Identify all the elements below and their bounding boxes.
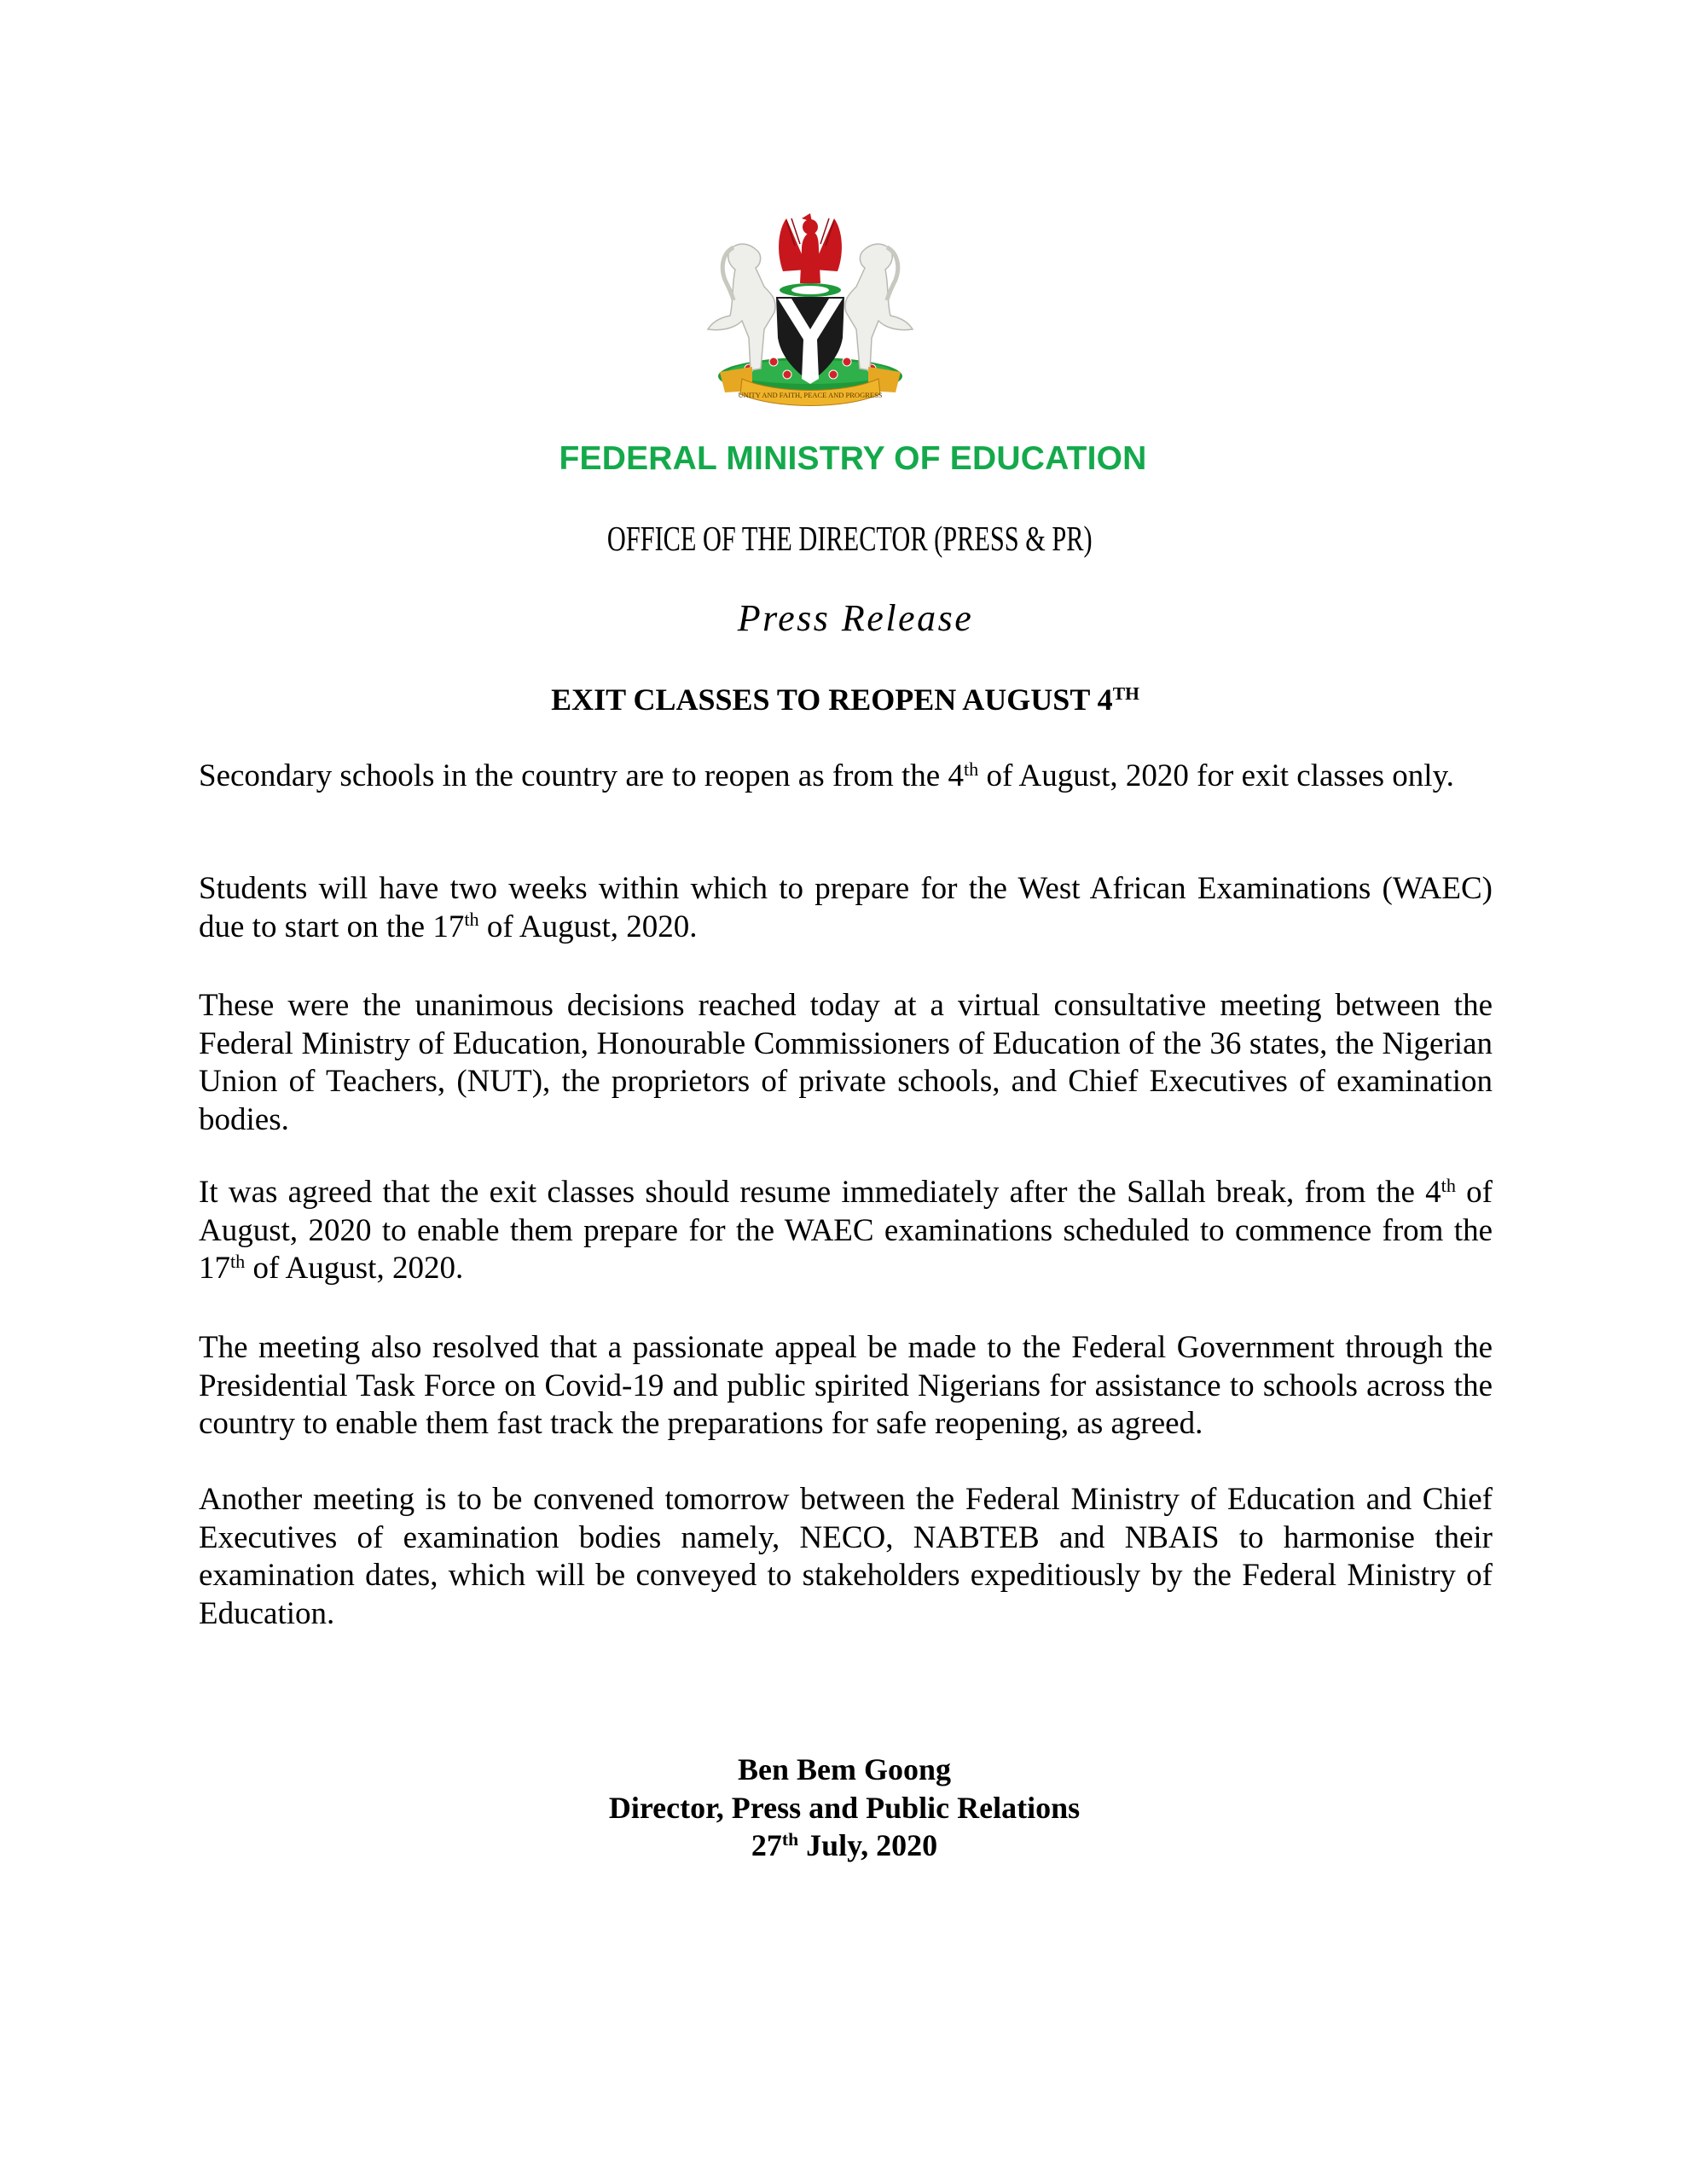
ordinal-superscript: th [230,1250,246,1272]
paragraph-text: Students will have two weeks within which to prepare for the West African Examinations (WAEC) due to start on the 17 [199,871,1493,944]
paragraph-text: These were the unanimous decisions reached today at a virtual consultative meeting between the Federal Ministry of Education, Honourable Commissioners of Education of the 36 states, the Nigerian Union of Teachers, (NUT), the proprietors of private schools, and Chief Executives of examination bodies. [199,988,1493,1137]
paragraph-text: Another meeting is to be convened tomorrow between the Federal Ministry of Education and Chief Executives of examination bodies namely, NECO, NABTEB and NBAIS to harmonise their examination dates, which will be conveyed to stakeholders expeditiously by the Federal Ministry of Education. [199,1482,1493,1631]
paragraph-4 [199,1174,1493,1288]
paragraph-text: It was agreed that the exit classes should resume immediately after the Sallah break, from the 4 [199,1175,1441,1210]
press-release-title [0,684,1687,715]
ordinal-superscript: th [963,758,979,780]
signatory-position: Director, Press and Public Relations [608,1790,1081,1825]
office-line-container [0,521,1687,556]
ordinal-superscript: th [464,909,479,931]
release-date [2,1827,1687,1865]
signatory-name: Ben Bem Goong [737,1752,951,1786]
svg-text:UNITY AND FAITH, PEACE AND PRO: UNITY AND FAITH, PEACE AND PROGRESS [738,391,883,399]
paragraph-text: of August, 2020. [245,1251,464,1286]
title-superscript: TH [1112,683,1139,705]
title-text: EXIT CLASSES TO REOPEN AUGUST 4 [551,682,1113,717]
paragraph-text: The meeting also resolved that a passionate appeal be made to the Federal Government through the Presidential Task Force on Covid-19 and public spirited Nigerians for assistance to schools across the country to enable them fast track the preparations for safe reopening, as agreed. [199,1330,1493,1441]
paragraph-5 [199,1329,1493,1443]
document-type-label: Press Release [737,597,974,639]
paragraph-1 [199,758,1493,796]
paragraph-text: of August, 2020 for exit classes only. [978,758,1454,793]
coat-of-arms-emblem [682,201,938,410]
ordinal-superscript: th [1441,1174,1456,1196]
paragraph-text: of August, 2020. [478,909,698,944]
date-month-year: July, 2020 [798,1828,938,1862]
paragraph-text: of August, 2020 to enable them prepare for the WAEC examinations scheduled to commence from the 17 [199,1175,1493,1286]
paragraph-6 [199,1481,1493,1633]
paragraph-3 [199,987,1493,1139]
paragraph-text: Secondary schools in the country are to reopen as from the 4 [199,758,964,793]
office-line: OFFICE OF THE DIRECTOR (PRESS & PR) [606,519,1093,558]
paragraph-2 [199,870,1493,946]
ordinal-superscript: th [781,1829,799,1850]
date-day: 27 [751,1828,782,1862]
ministry-name: FEDERAL MINISTRY OF EDUCATION [559,440,1147,477]
nigeria-coat-of-arms-icon [682,201,938,410]
signature-block [0,1751,1687,1865]
